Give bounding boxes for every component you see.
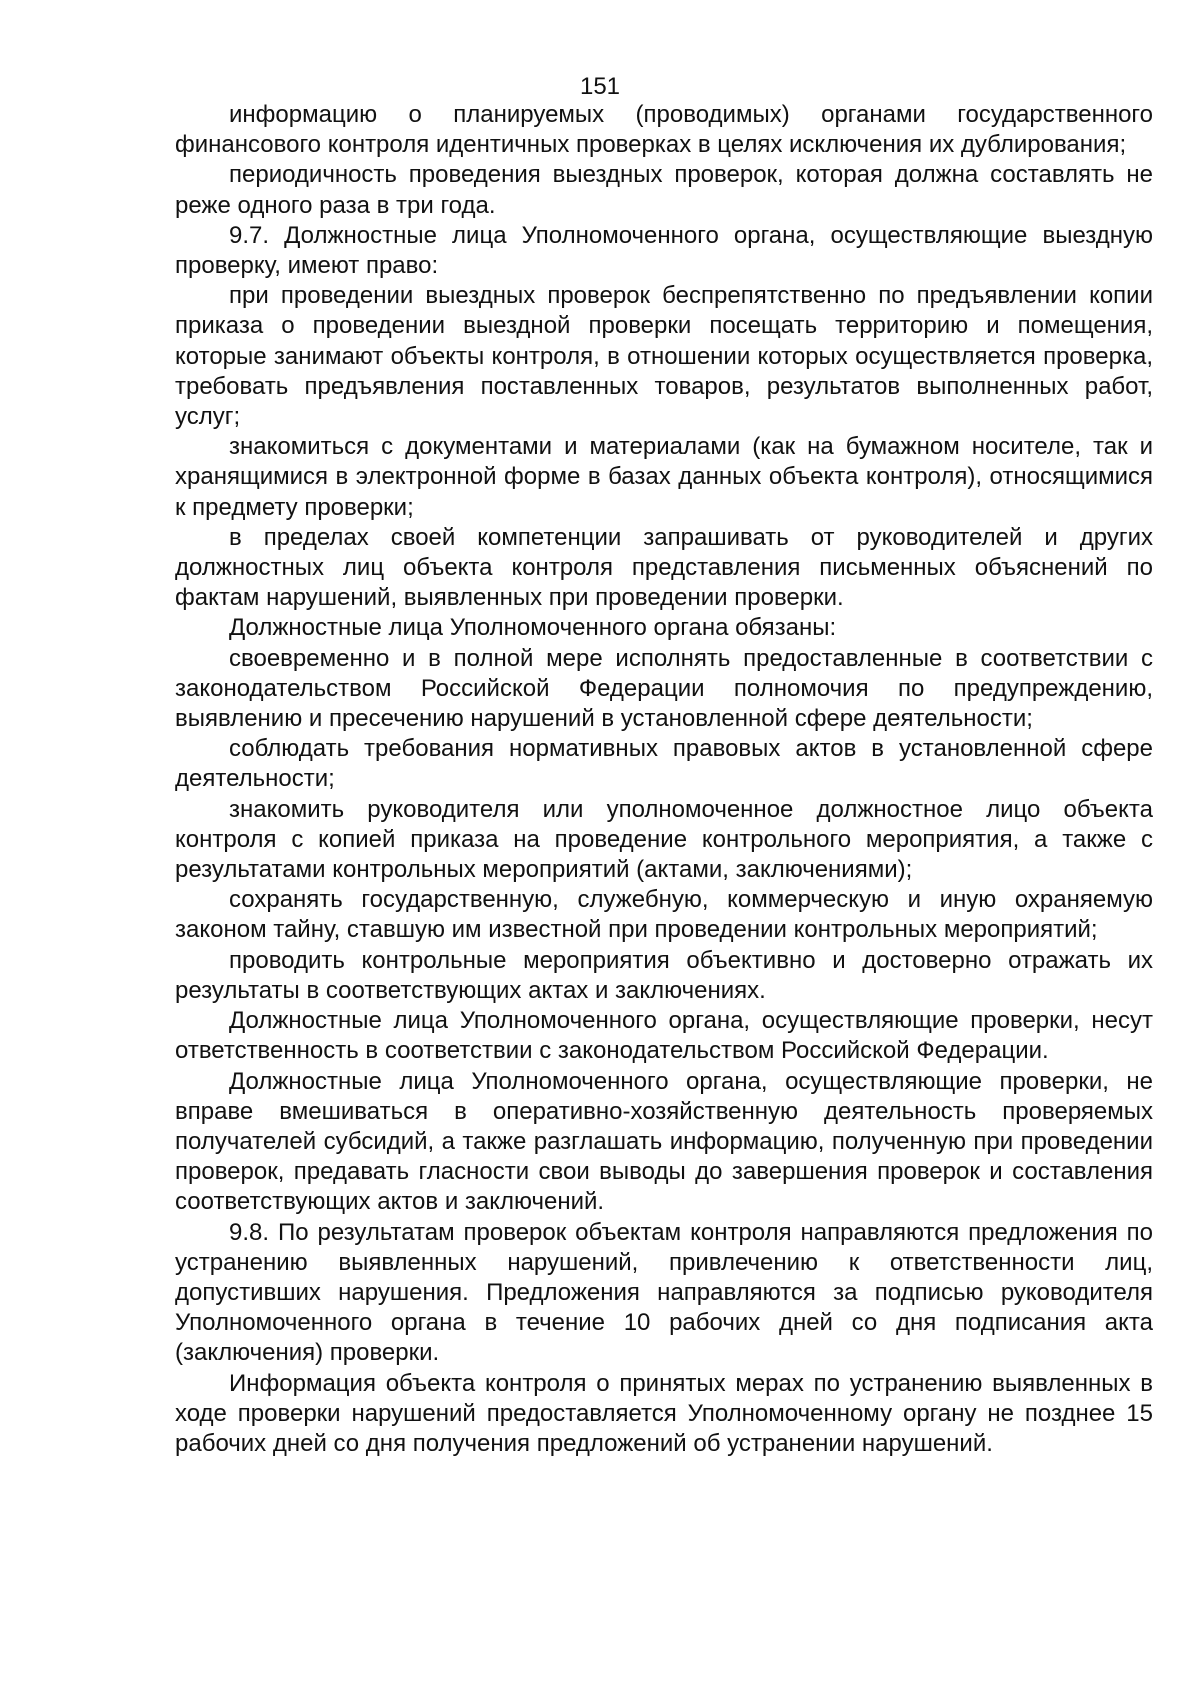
- paragraph: своевременно и в полной мере исполнять предоставленные в соответствии с законодательством Российской Федерации полномочия по предупреждению, выявлению и пресечению нарушений в установленной сфере деятельности;: [175, 644, 1153, 733]
- paragraph: сохранять государственную, служебную, коммерческую и иную охраняемую законом тайну, ставшую им известной при проведении контрольных мероприятий;: [175, 886, 1153, 944]
- paragraph: Информация объекта контроля о принятых мерах по устранению выявленных в ходе проверки нарушений предоставляется Уполномоченному органу не позднее 15 рабочих дней со дня получения предложений об устранении нарушений.: [175, 1369, 1153, 1457]
- paragraph: знакомиться с документами и материалами (как на бумажном носителе, так и хранящимися в электронной форме в базах данных объекта контроля), относящимися к предмету проверки;: [175, 433, 1153, 521]
- paragraph: Должностные лица Уполномоченного органа обязаны:: [229, 614, 837, 642]
- paragraph: Должностные лица Уполномоченного органа, осуществляющие проверки, несут ответственность в соответствии с законодательством Российской Федерации.: [175, 1007, 1153, 1065]
- paragraph: 9.7. Должностные лица Уполномоченного органа, осуществляющие выездную проверку, имеют право:: [175, 221, 1153, 280]
- paragraph: 9.8. По результатам проверок объектам контроля направляются предложения по устранению выявленных нарушений, привлечению к ответственности лиц, допустивших нарушения. Предложения направляются за подписью руководителя Уполномоченного органа в течение 10 рабочих дней со дня подписания акта (заключения) проверки.: [175, 1218, 1153, 1367]
- paragraph: в пределах своей компетенции запрашивать от руководителей и других должностных лиц объекта контроля представления письменных объяснений по фактам нарушений, выявленных при проведении проверки.: [175, 523, 1153, 612]
- paragraph: информацию о планируемых (проводимых) органами государственного финансового контроля идентичных проверках в целях исключения их дублирования;: [175, 101, 1153, 159]
- page-number: 151: [579, 73, 621, 100]
- paragraph: периодичность проведения выездных проверок, которая должна составлять не реже одного раза в три года.: [175, 161, 1153, 219]
- paragraph: проводить контрольные мероприятия объективно и достоверно отражать их результаты в соответствующих актах и заключениях.: [175, 946, 1153, 1004]
- paragraph: Должностные лица Уполномоченного органа, осуществляющие проверки, не вправе вмешиваться в оперативно-хозяйственную деятельность проверяемых получателей субсидий, а также разглашать информацию, полученную при проведении проверок, предавать гласности свои выводы до завершения проверок и составления соответствующих актов и заключений.: [175, 1067, 1153, 1216]
- paragraph: соблюдать требования нормативных правовых актов в установленной сфере деятельности;: [175, 735, 1153, 793]
- document-body: [175, 100, 1153, 1459]
- paragraph: при проведении выездных проверок беспрепятственно по предъявлении копии приказа о проведении выездной проверки посещать территорию и помещения, которые занимают объекты контроля, в отношении которых осуществляется проверка, требовать предъявления поставленных товаров, результатов выполненных работ, услуг;: [175, 282, 1153, 431]
- paragraph: знакомить руководителя или уполномоченное должностное лицо объекта контроля с копией приказа на проведение контрольного мероприятия, а также с результатами контрольных мероприятий (актами, заключениями);: [175, 795, 1153, 884]
